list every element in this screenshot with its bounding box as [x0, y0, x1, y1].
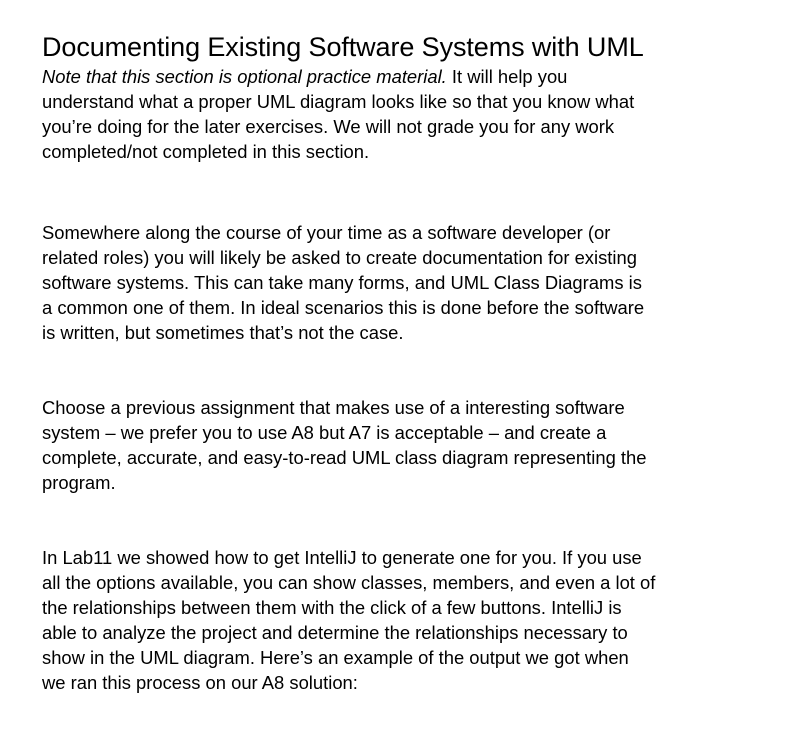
paragraph-line: software systems. This can take many forms, and UML Class Diagrams is	[42, 272, 642, 293]
paragraph-line: is written, but sometimes that’s not the case.	[42, 322, 404, 343]
intro-line-1-rest: It will help you	[446, 66, 568, 87]
paragraph-line: related roles) you will likely be asked to create documentation for existing	[42, 247, 637, 268]
paragraph-line: the relationships between them with the click of a few buttons. IntelliJ is	[42, 597, 622, 618]
intro-line: understand what a proper UML diagram looks like so that you know what	[42, 91, 635, 112]
paragraph-line: all the options available, you can show classes, members, and even a lot of	[42, 572, 656, 593]
paragraph-line: system – we prefer you to use A8 but A7 is acceptable – and create a	[42, 422, 607, 443]
intellij-paragraph	[42, 545, 762, 695]
paragraph-line: we ran this process on our A8 solution:	[42, 672, 358, 693]
page-title: Documenting Existing Software Systems with UML	[42, 32, 644, 62]
paragraph-line: complete, accurate, and easy-to-read UML class diagram representing the	[42, 447, 647, 468]
paragraph-line: In Lab11 we showed how to get IntelliJ to generate one for you. If you use	[42, 547, 642, 568]
documentation-paragraph	[42, 220, 762, 345]
intro-line: you’re doing for the later exercises. We will not grade you for any work	[42, 116, 615, 137]
intro-paragraph	[42, 64, 762, 164]
intro-line: completed/not completed in this section.	[42, 141, 370, 162]
paragraph-line: a common one of them. In ideal scenarios this is done before the software	[42, 297, 645, 318]
intro-line-1	[42, 64, 762, 89]
paragraph-line: Choose a previous assignment that makes use of a interesting software	[42, 397, 625, 418]
paragraph-line: program.	[42, 472, 116, 493]
optional-note: Note that this section is optional practice material.	[42, 66, 447, 87]
paragraph-line: Somewhere along the course of your time as a software developer (or	[42, 222, 611, 243]
paragraph-line: able to analyze the project and determine the relationships necessary to	[42, 622, 628, 643]
assignment-paragraph	[42, 395, 762, 495]
document-body	[42, 30, 762, 695]
paragraph-line: show in the UML diagram. Here’s an example of the output we got when	[42, 647, 629, 668]
